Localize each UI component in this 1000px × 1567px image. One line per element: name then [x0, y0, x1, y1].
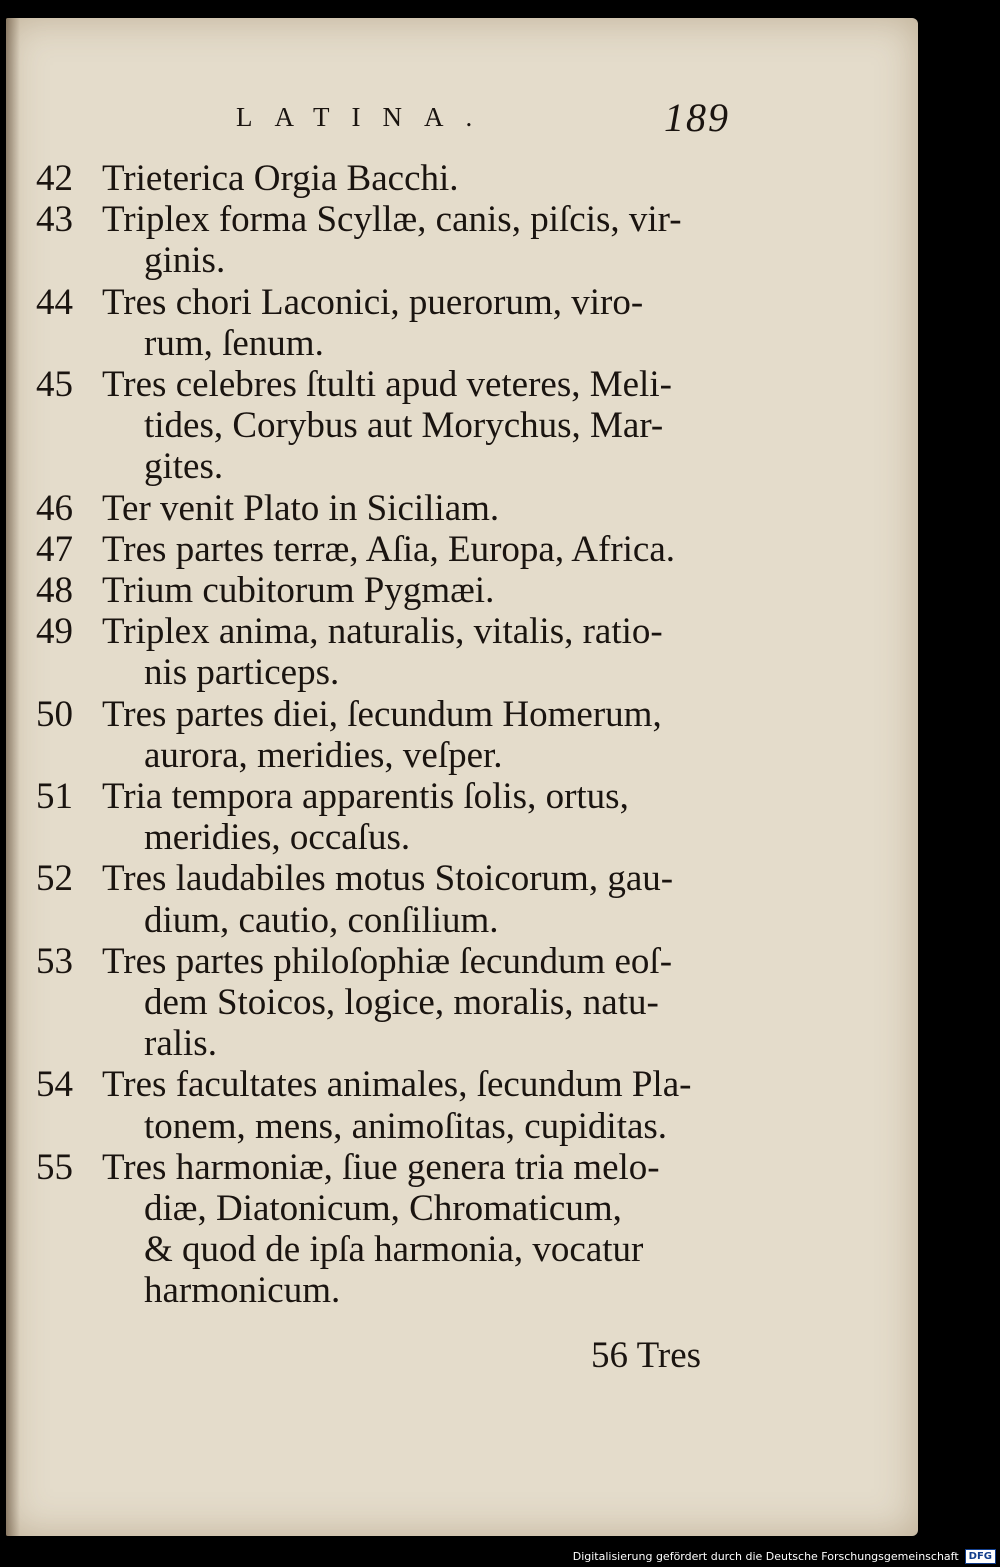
entry-text: Tres partes philoſophiæ ſecundum eoſ-	[102, 940, 673, 982]
entry-text-continued: rum, ſenum.	[144, 322, 324, 364]
entry-number: 49	[36, 611, 73, 653]
catchword: 56 Tres	[591, 1335, 702, 1376]
entry-text: Trium cubitorum Pygmæi.	[102, 570, 495, 611]
entry-number: 42	[36, 158, 73, 199]
entry-text: Tres chori Laconici, puerorum, viro-	[102, 281, 644, 323]
entry-number: 55	[36, 1146, 73, 1188]
entry-text: Tres partes diei, ſecundum Homerum,	[102, 693, 662, 735]
entry-text: Tres celebres ſtulti apud veteres, Meli-	[102, 364, 672, 405]
entry-text-continued: meridies, occaſus.	[144, 817, 411, 859]
entry-text-continued: ginis.	[144, 240, 226, 282]
entry-number: 52	[36, 858, 73, 900]
entry-number: 44	[36, 281, 73, 323]
entry-text: Tres partes terræ, Aſia, Europa, Africa.	[102, 528, 676, 570]
entry-text-continued: diæ, Diatonicum, Chromaticum,	[144, 1188, 622, 1229]
entry-text: Triplex forma Scyllæ, canis, piſcis, vir-	[102, 199, 682, 241]
entry-text-continued: aurora, meridies, veſper.	[144, 734, 503, 776]
entry-number: 53	[36, 940, 73, 982]
entry-number: 45	[36, 364, 73, 405]
entry-text-continued: tonem, mens, animoſitas, cupiditas.	[144, 1105, 668, 1147]
entry-text: Triplex anima, naturalis, vitalis, ratio-	[102, 611, 663, 653]
entry-text-continued: gites.	[144, 446, 224, 488]
entry-text-continued: harmonicum.	[144, 1270, 341, 1312]
page-number: 189	[664, 95, 730, 140]
entry-text-continued: dium, cautio, conſilium.	[144, 899, 499, 941]
entry-number: 46	[36, 487, 73, 529]
footer	[573, 1547, 996, 1565]
entry-list	[6, 18, 918, 1536]
entry-text: Trieterica Orgia Bacchi.	[102, 158, 459, 199]
entry-text: Tres harmoniæ, ſiue genera tria melo-	[102, 1146, 660, 1188]
entry-text-continued: tides, Corybus aut Morychus, Mar-	[144, 405, 664, 447]
entry-text: Tres laudabiles motus Stoicorum, gau-	[102, 858, 674, 900]
book-page	[6, 18, 918, 1536]
entry-text-continued: dem Stoicos, logice, moralis, natu-	[144, 982, 659, 1023]
funding-note: Digitalisierung gefördert durch die Deutsche Forschungsgemeinschaft	[572, 1549, 959, 1563]
entry-number: 48	[36, 570, 73, 611]
entry-text: Tres facultates animales, ſecundum Pla-	[102, 1064, 692, 1106]
entry-number: 47	[36, 528, 73, 570]
entry-number: 54	[36, 1064, 73, 1106]
entry-number: 51	[36, 776, 73, 817]
entry-text: Ter venit Plato in Siciliam.	[102, 487, 500, 529]
entry-number: 43	[36, 199, 73, 241]
entry-number: 50	[36, 693, 73, 735]
entry-text-continued: nis particeps.	[144, 652, 340, 694]
entry-text-continued: ralis.	[144, 1023, 217, 1065]
running-head: LATINA.	[236, 102, 495, 132]
dfg-logo: DFG	[965, 1549, 996, 1564]
entry-text-continued: & quod de ipſa harmonia, vocatur	[144, 1229, 644, 1271]
entry-text: Tria tempora apparentis ſolis, ortus,	[102, 776, 629, 817]
